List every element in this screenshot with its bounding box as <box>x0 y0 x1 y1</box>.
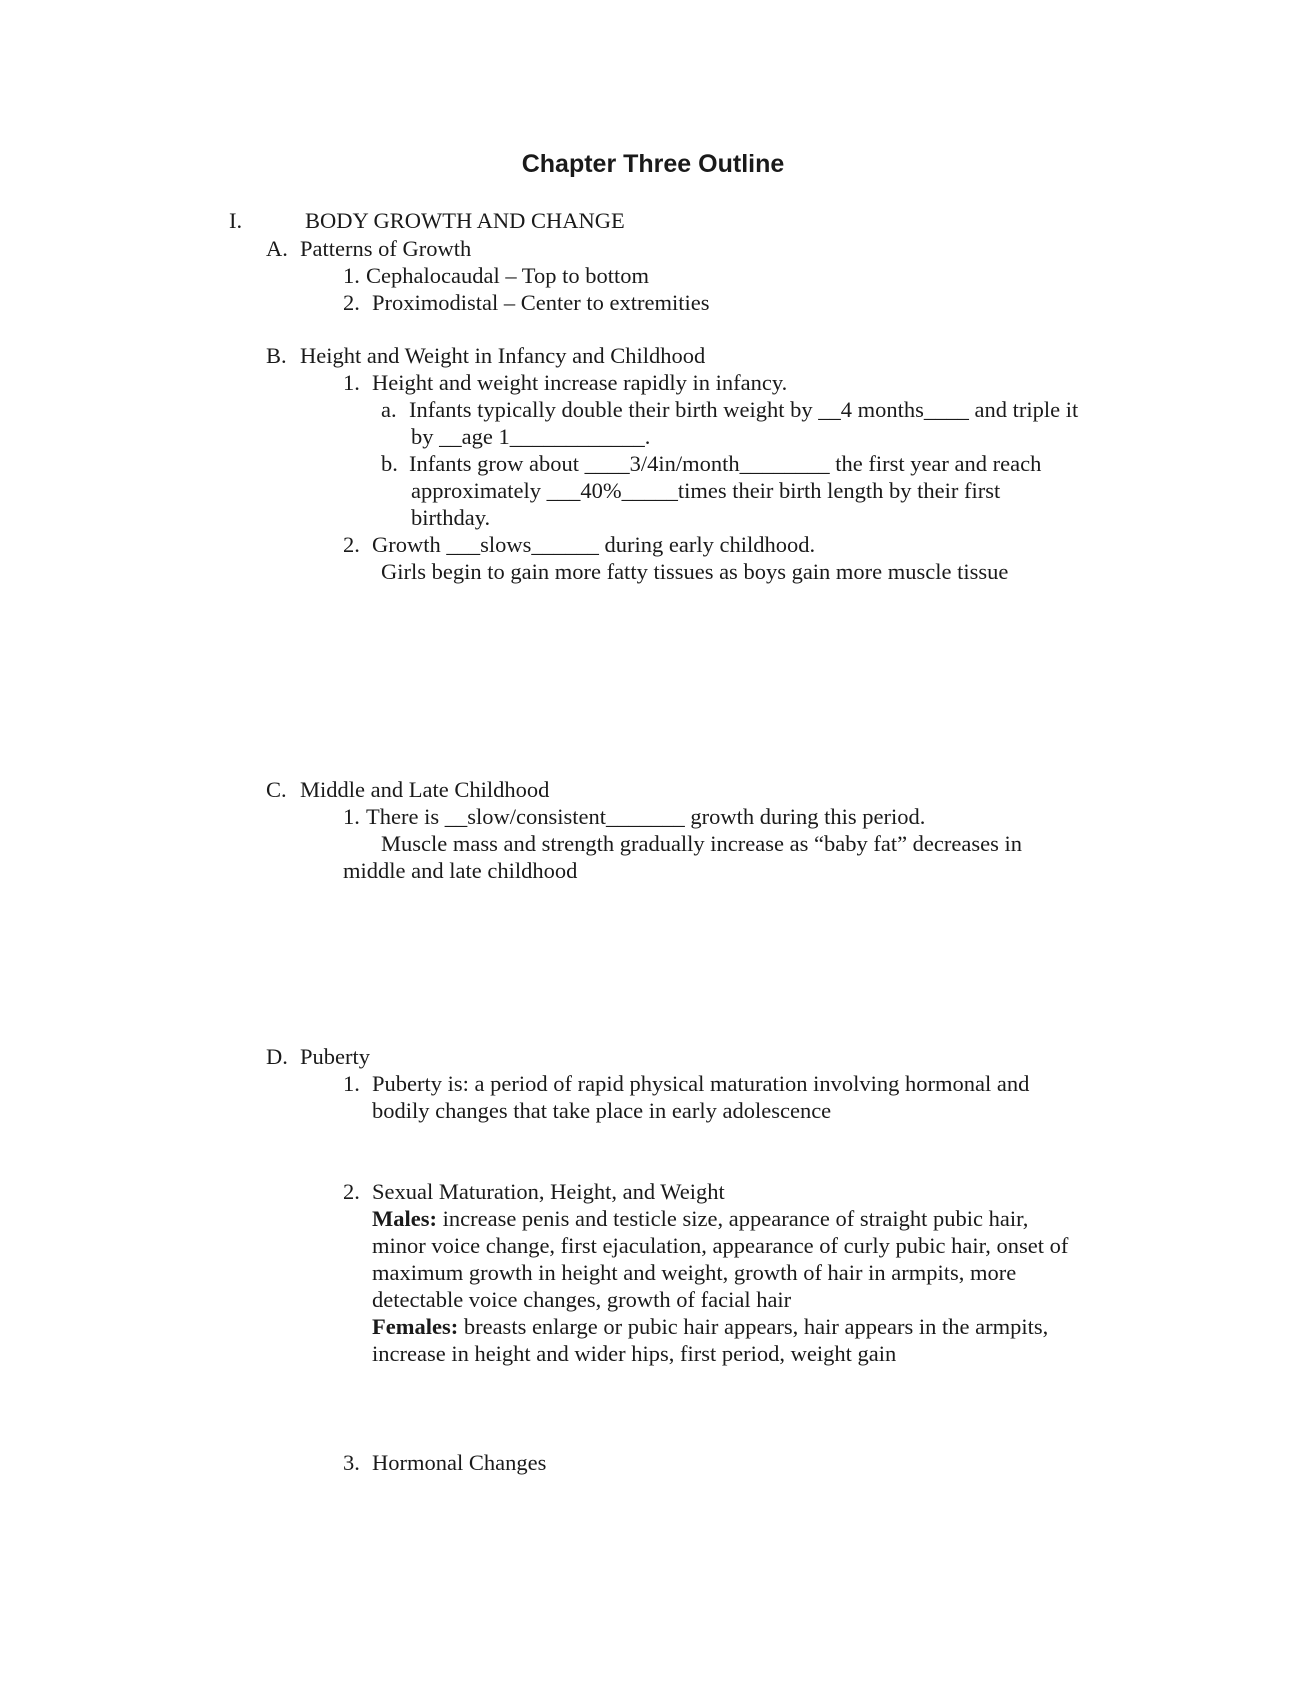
subsection-letter-b: B. <box>266 343 287 368</box>
males-text: minor voice change, first ejaculation, appearance of curly pubic hair, onset of <box>372 1233 1069 1258</box>
list-item-text: Cephalocaudal – Top to bottom <box>366 263 649 288</box>
subsection-heading-b: Height and Weight in Infancy and Childhood <box>300 343 706 368</box>
females-text: breasts enlarge or pubic hair appears, hair appears in the armpits, <box>458 1314 1049 1339</box>
list-item-text: There is __slow/consistent_______ growth during this period. <box>366 804 926 829</box>
list-item-number: 1. <box>343 1071 360 1096</box>
sub-item-text: approximately ___40%_____times their birth length by their first <box>411 478 1001 503</box>
females-label: Females: <box>372 1314 459 1339</box>
note-text: Muscle mass and strength gradually increase as “baby fat” decreases in <box>381 831 1022 856</box>
list-item-text: Hormonal Changes <box>372 1450 547 1475</box>
sub-item-text: birthday. <box>411 505 491 530</box>
list-item-number: 2. <box>343 532 360 557</box>
list-item-text: Proximodistal – Center to extremities <box>372 290 710 315</box>
males-text: maximum growth in height and weight, growth of hair in armpits, more <box>372 1260 1017 1285</box>
page-title: Chapter Three Outline <box>521 150 785 178</box>
section-heading: BODY GROWTH AND CHANGE <box>305 208 625 233</box>
subsection-heading-d: Puberty <box>300 1044 370 1069</box>
sub-item-letter: b. <box>381 451 398 476</box>
list-item-text: bodily changes that take place in early adolescence <box>372 1098 832 1123</box>
list-item-text: Height and weight increase rapidly in infancy. <box>372 370 788 395</box>
list-item-number: 1. <box>343 263 360 288</box>
sub-item-text: Infants typically double their birth weight by __4 months____ and triple it <box>409 397 1079 422</box>
sub-item-text: by __age 1____________. <box>411 424 651 449</box>
note-text: middle and late childhood <box>343 858 578 883</box>
list-item-number: 2. <box>343 290 360 315</box>
note-text: Girls begin to gain more fatty tissues as boys gain more muscle tissue <box>381 559 1009 584</box>
subsection-heading-a: Patterns of Growth <box>300 236 472 261</box>
list-item-text: Puberty is: a period of rapid physical maturation involving hormonal and <box>372 1071 1030 1096</box>
males-line <box>372 1205 1028 1233</box>
list-item-number: 1. <box>343 804 360 829</box>
males-text: detectable voice changes, growth of facial hair <box>372 1287 792 1312</box>
sub-item-text: Infants grow about ____3/4in/month________ the first year and reach <box>409 451 1042 476</box>
list-item-text: Growth ___slows______ during early childhood. <box>372 532 816 557</box>
list-item-heading: Sexual Maturation, Height, and Weight <box>372 1179 725 1204</box>
subsection-letter-d: D. <box>266 1044 288 1069</box>
sub-item-letter: a. <box>381 397 397 422</box>
subsection-heading-c: Middle and Late Childhood <box>300 777 550 802</box>
subsection-letter-a: A. <box>266 236 288 261</box>
list-item-number: 3. <box>343 1450 360 1475</box>
females-text: increase in height and wider hips, first period, weight gain <box>372 1341 897 1366</box>
subsection-letter-c: C. <box>266 777 287 802</box>
males-text: increase penis and testicle size, appearance of straight pubic hair, <box>436 1206 1029 1231</box>
list-item-number: 2. <box>343 1179 360 1204</box>
males-label: Males: <box>372 1206 437 1231</box>
females-line <box>372 1313 1048 1341</box>
list-item-number: 1. <box>343 370 360 395</box>
section-numeral: I. <box>229 208 243 233</box>
